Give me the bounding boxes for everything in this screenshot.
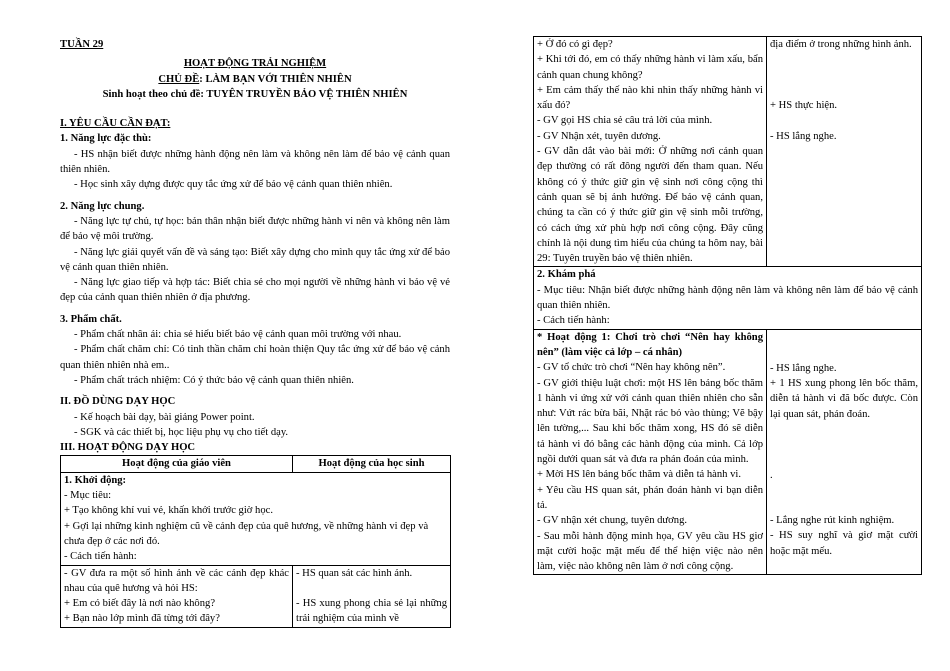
list-item: - GV nhận xét chung, tuyên dương.	[537, 515, 688, 527]
list-item: + Bạn nào lớp mình đã từng tới đây?	[64, 613, 220, 625]
table-row	[534, 267, 922, 329]
paragraph: - Phẩm chất chăm chỉ: Có tinh thần chăm chỉ hoàn thiện Quy tắc ứng xử để bảo vệ cảnh quan thiên nhiên nhà em..	[60, 344, 450, 371]
list-item: - Cách tiến hành:	[64, 551, 137, 563]
list-item: - Lắng nghe rút kinh nghiệm.	[770, 515, 895, 527]
paragraph: - Phẩm chất nhân ái: chia sẻ hiểu biết bảo vệ cảnh quan môi trường với nhau.	[74, 329, 402, 341]
teacher-cell	[534, 329, 767, 575]
student-cell	[767, 329, 922, 575]
student-cell	[293, 565, 451, 627]
left-page	[60, 0, 450, 628]
list-item: - Mục tiêu:	[64, 490, 112, 502]
list-item: - GV tổ chức trò chơi “Nên hay không nên”.	[537, 362, 726, 374]
list-item: + Ở đó có gì đẹp?	[537, 39, 613, 50]
header-student: Hoạt động của học sinh	[293, 456, 451, 472]
paragraph: - SGK và các thiết bị, học liệu phụ vụ cho tiết dạy.	[74, 426, 289, 438]
list-item: + Khi tới đó, em có thấy những hành vi làm xấu, bẩn cảnh quan chung không?	[537, 54, 763, 81]
table-row	[534, 329, 922, 575]
document-title: HOẠT ĐỘNG TRẢI NGHIỆM	[183, 58, 327, 70]
week-label: TUẦN 29	[60, 39, 104, 50]
list-item: + HS thực hiện.	[770, 100, 838, 112]
paragraph: - Phẩm chất trách nhiệm: Có ý thức bảo vệ cảnh quan thiên nhiên.	[74, 374, 354, 386]
list-item: + Em có biết đây là nơi nào không?	[64, 598, 216, 610]
list-item: + Em cảm thấy thế nào khi nhìn thấy những hành vi xấu đó?	[537, 84, 763, 112]
topic-line	[60, 72, 450, 87]
section-requirements: I. YÊU CẦU CẦN ĐẠT:	[60, 118, 171, 130]
activity-title: * Hoạt động 1: Chơi trò chơi “Nên hay không nên” (làm việc cả lớp – cá nhân)	[537, 331, 763, 358]
explore-title: 2. Khám phá	[537, 269, 596, 281]
activity-table	[60, 455, 451, 627]
teacher-cell	[61, 565, 293, 627]
table-header-row	[61, 456, 451, 472]
explore-cell	[534, 267, 922, 329]
paragraph: - HS nhận biết được những hành động nên làm và không nên làm để bảo vệ cảnh quan thiên nhiên.	[60, 148, 450, 176]
list-item: + Tạo không khí vui vẻ, khấn khởi trước giờ học.	[64, 505, 273, 517]
list-item: - GV gọi HS chia sẻ câu trả lời của mình.	[537, 115, 713, 127]
section-activities: III. HOẠT ĐỘNG DẠY HỌC	[60, 442, 196, 454]
student-cell	[767, 37, 922, 267]
table-row	[61, 565, 451, 627]
list-item: + 1 HS xung phong lên bốc thăm, diễn tả hành vi đã bốc được. Còn lại quan sát, phán đoán.	[770, 377, 918, 420]
list-item: - HS quan sát các hình ảnh.	[296, 567, 413, 579]
list-item: - HS xung phong chia sẻ lại những trải nghiệm của mình về	[296, 597, 447, 625]
teacher-cell	[534, 37, 767, 267]
topic-text: : LÀM BẠN VỚI THIÊN NHIÊN	[199, 73, 352, 85]
list-item: + Yêu cầu HS quan sát, phán đoán hành vi bạn diễn tả.	[537, 484, 763, 511]
explore-goal: - Mục tiêu: Nhận biết được những hành động nên làm và không nên làm để bảo vệ cảnh quan thiên nhiên.	[537, 284, 918, 312]
paragraph: - Năng lực giải quyết vấn đề và sáng tạo: Biết xây dựng cho mình quy tắc ứng xử để bảo vệ cảnh quan thiên nhiên.	[60, 246, 450, 273]
list-item: - HS lắng nghe.	[770, 362, 837, 374]
warmup-title: 1. Khởi động:	[64, 474, 127, 486]
header-teacher: Hoạt động của giáo viên	[61, 456, 293, 472]
paragraph: - Kế hoạch bài dạy, bài giảng Power point.	[74, 411, 255, 423]
explore-method: - Cách tiến hành:	[537, 315, 610, 327]
activity-table-continued	[533, 36, 922, 575]
list-item: địa điểm ở trong những hình ảnh.	[770, 39, 912, 50]
list-item: - GV dẫn dắt vào bài mới: Ở những nơi cảnh quan đẹp thường có rất đông người đến tham quan. Nếu không có ý thức giữ gìn vệ sinh nơi công cộng thì cảnh quan sẽ bị ảnh hưởng. Để bảo vệ cảnh quan, chúng ta cần có ý thức giữ gìn vệ sinh mỗi trường, có cách ứng xử phù hợp nơi công cộng. Đây cũng chính là nội dung tìm hiểu của chúng ta hôm nay, bài 29: Tuyên truyền bảo vệ thiên nhiên.	[537, 146, 763, 265]
list-item: - GV giới thiệu luật chơi: một HS lên bảng bốc thăm 1 hành vi ứng xử với cảnh quan thiên nhiên cho sẵn như: Vứt rác bừa bãi, Nhặt rác bỏ vào thùng; Vẽ bậy lên tường,... Sau khi bốc thăm xong, HS đó sẽ diễn tả hành vi đó bằng các hành động của mình. Cả lớp ngồi dưới quan sát và đưa ra phán đoán của mình.	[537, 377, 763, 466]
list-item: + Mời HS lên bảng bốc thăm và diễn tả hành vi.	[537, 469, 741, 481]
subtopic-line: Sinh hoạt theo chủ đề: TUYÊN TRUYỀN BẢO VỆ THIÊN NHIÊN	[102, 88, 408, 100]
table-row	[61, 472, 451, 565]
list-item: - HS suy nghĩ và giơ mặt cười hoặc mặt mếu.	[770, 530, 918, 557]
warmup-cell	[61, 472, 451, 565]
subsection-specific: 1. Năng lực đặc thù:	[60, 133, 152, 145]
list-item: .	[770, 469, 773, 481]
paragraph: - Năng lực tự chủ, tự học: bản thân nhận biết được những hành vi nên và không nên làm để bảo vệ môi trường.	[60, 215, 450, 243]
subsection-qualities: 3. Phẩm chất.	[60, 313, 122, 325]
paragraph: - Học sinh xây dựng được quy tắc ứng xử để bảo vệ cảnh quan thiên nhiên.	[74, 179, 393, 191]
paragraph: - Năng lực giao tiếp và hợp tác: Biết chia sẻ cho mọi người về những hành vi bảo vệ vẻ đẹp của cảnh quan thiên nhiên ở địa phương.	[60, 277, 450, 304]
list-item: - HS lắng nghe.	[770, 130, 837, 142]
list-item: - GV Nhận xét, tuyên dương.	[537, 130, 661, 142]
subsection-general: 2. Năng lực chung.	[60, 200, 145, 212]
topic-label: CHỦ ĐỀ	[158, 73, 200, 85]
list-item: - Sau mỗi hành động minh họa, GV yêu cầu HS giơ mặt cười hoặc mặt mếu để thể hiện việc nào nên làm, việc nào không nên làm ở nơi công cộng.	[537, 530, 763, 573]
list-item: - GV đưa ra một số hình ảnh về các cảnh đẹp khác nhau của quê hương và hỏi HS:	[64, 567, 289, 594]
list-item: + Gợi lại những kinh nghiệm cũ về cảnh đẹp của quê hương, về những hành vi đẹp và chưa đẹp ở các nơi đó.	[64, 520, 429, 547]
section-materials: II. ĐỒ DÙNG DẠY HỌC	[60, 396, 176, 408]
right-page	[533, 36, 921, 575]
table-row	[534, 37, 922, 267]
